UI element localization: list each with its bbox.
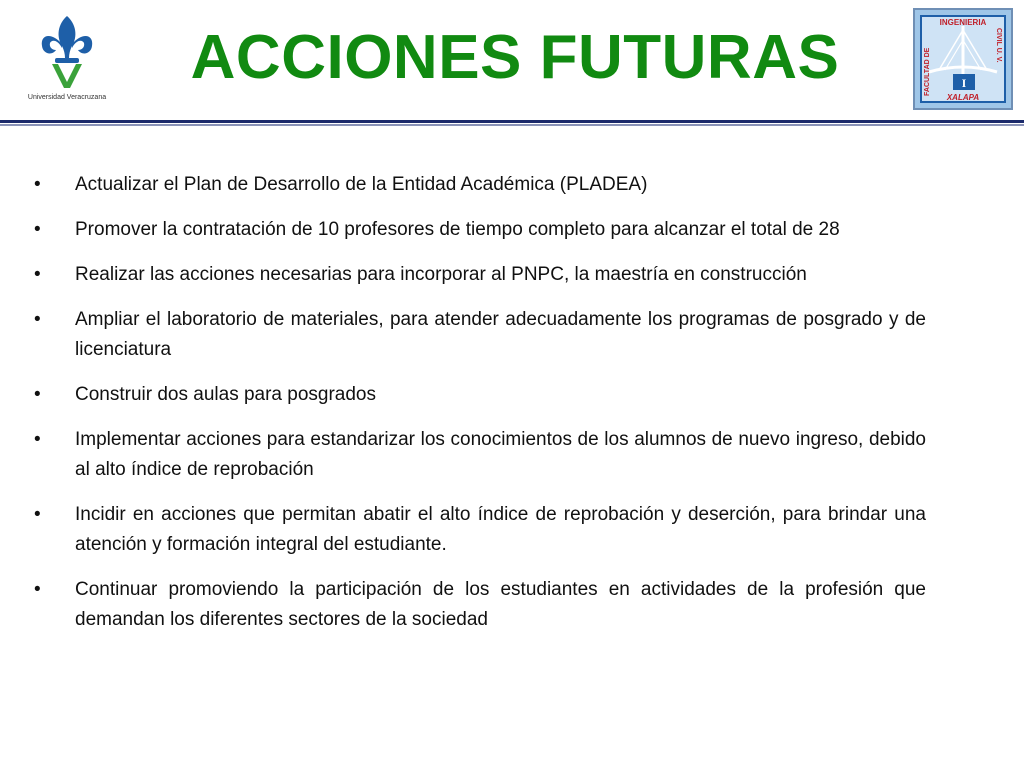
list-item <box>34 170 926 200</box>
bullet-text: Construir dos aulas para posgrados <box>75 384 377 405</box>
list-item <box>34 215 926 245</box>
faculty-engineering-logo <box>913 8 1013 110</box>
slide-title: ACCIONES FUTURAS <box>190 23 840 92</box>
bullet-text: Actualizar el Plan de Desarrollo de la Entidad Académica (PLADEA) <box>75 174 648 195</box>
bullet-list <box>34 170 926 635</box>
svg-text:I: I <box>961 76 967 90</box>
bullet-text: Implementar acciones para estandarizar los conocimientos de los alumnos de nuevo ingreso, debido al alto índice de reprobación <box>75 429 926 480</box>
bullet-text: Ampliar el laboratorio de materiales, para atender adecuadamente los programas de posgrado y de licenciatura <box>75 309 926 360</box>
bullet-icon: • <box>34 219 41 240</box>
slide-header <box>0 0 1024 124</box>
bullet-icon: • <box>34 429 41 450</box>
fleur-de-lis-icon <box>38 14 96 90</box>
universidad-veracruzana-logo <box>22 14 112 106</box>
bullet-icon: • <box>34 384 41 405</box>
bullet-icon: • <box>34 174 41 195</box>
list-item <box>34 305 926 365</box>
bullet-icon: • <box>34 579 41 600</box>
faculty-logo-side-text: FACULTAD DE <box>924 47 931 96</box>
faculty-logo-top-text: INGENIERIA <box>939 18 987 27</box>
list-item <box>34 260 926 290</box>
slide-body <box>34 170 926 650</box>
bullet-text: Incidir en acciones que permitan abatir el alto índice de reprobación y deserción, para brindar una atención y formación integral del estudiante. <box>75 504 926 555</box>
uv-logo-caption: Universidad Veracruzana <box>27 94 107 101</box>
header-divider-shadow <box>0 124 1024 126</box>
header-divider <box>0 120 1024 123</box>
list-item <box>34 575 926 635</box>
bullet-icon: • <box>34 504 41 525</box>
list-item <box>34 380 926 410</box>
faculty-logo-right-text: CIVIL U. V. <box>995 28 1002 63</box>
list-item <box>34 425 926 485</box>
bullet-text: Continuar promoviendo la participación de los estudiantes en actividades de la profesión que demandan los diferentes sectores de la sociedad <box>75 579 926 630</box>
bullet-icon: • <box>34 264 41 285</box>
faculty-logo-bottom-text: XALAPA <box>946 93 980 102</box>
bullet-icon: • <box>34 309 41 330</box>
bullet-text: Realizar las acciones necesarias para incorporar al PNPC, la maestría en construcción <box>75 264 807 285</box>
list-item <box>34 500 926 560</box>
bullet-text: Promover la contratación de 10 profesores de tiempo completo para alcanzar el total de 28 <box>75 219 840 240</box>
